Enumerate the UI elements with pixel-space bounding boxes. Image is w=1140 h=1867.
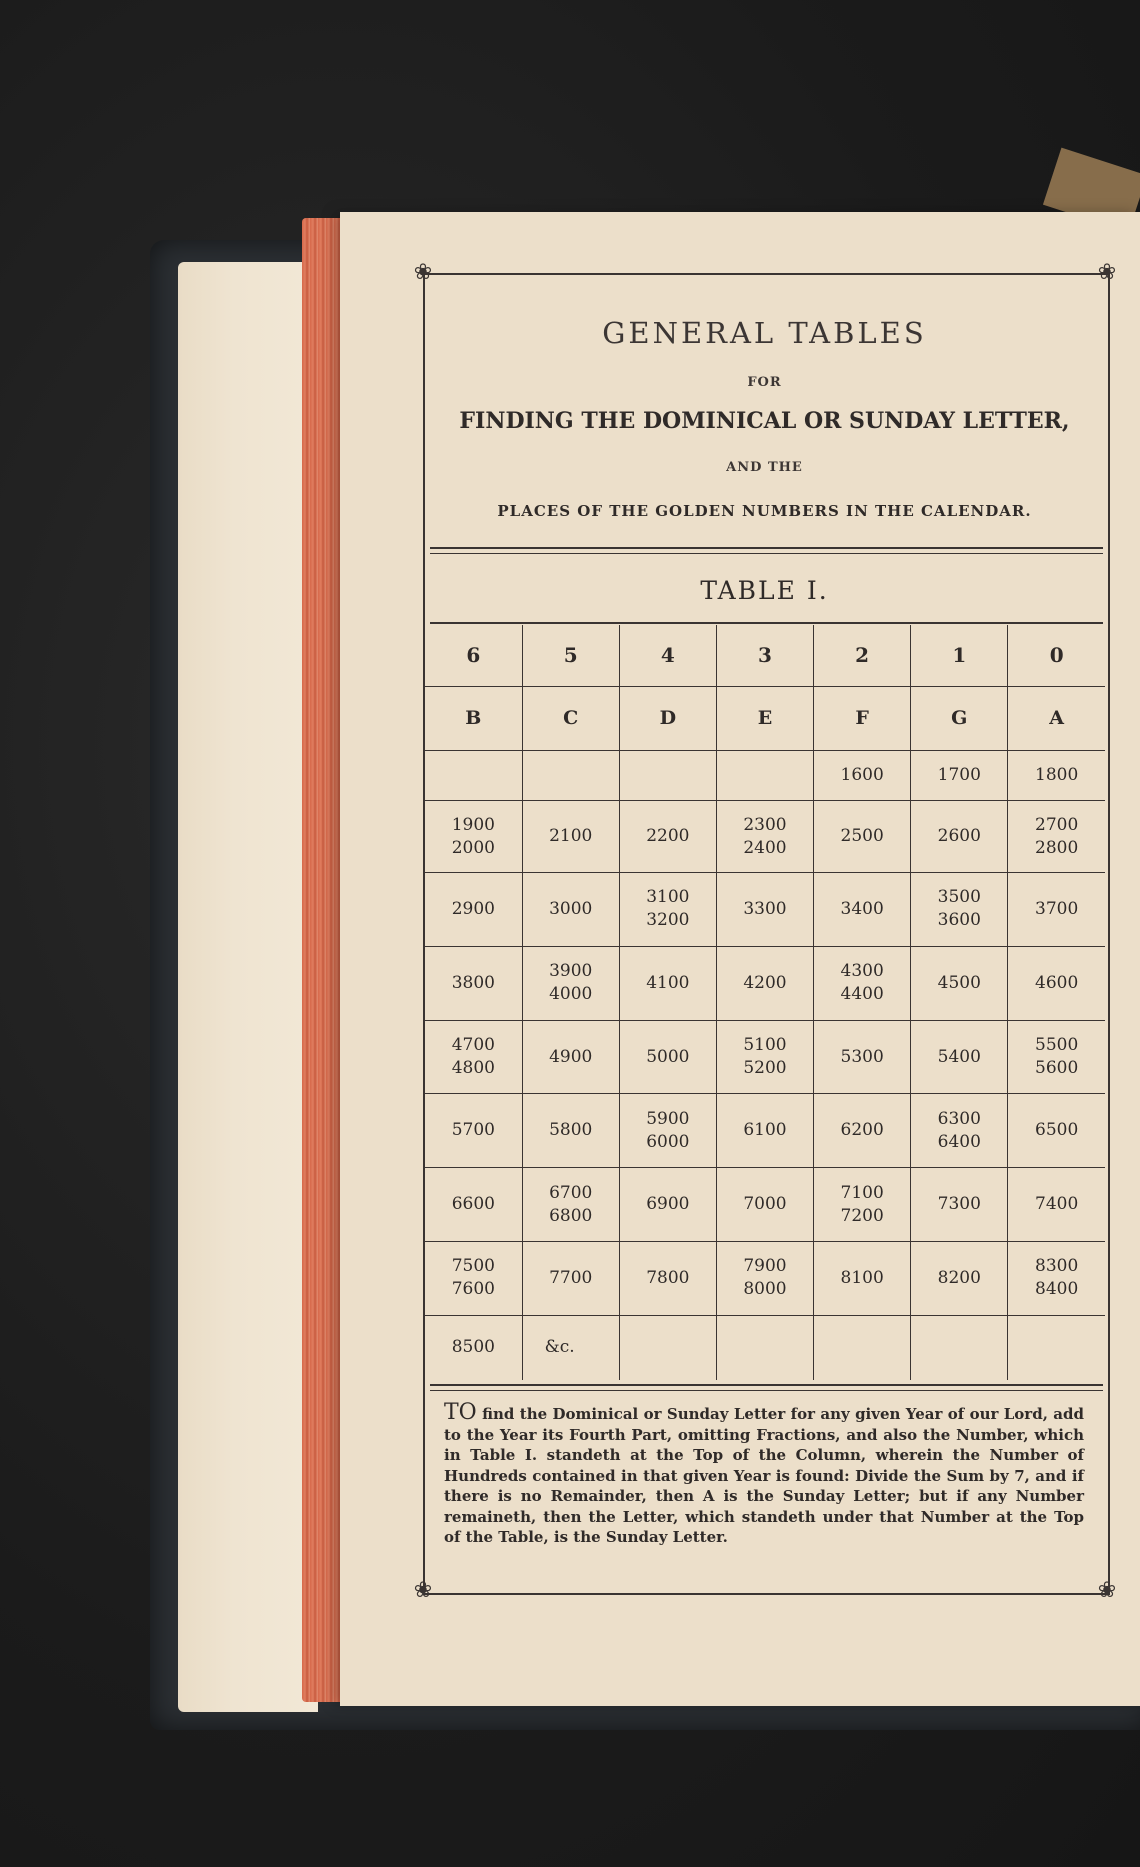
table-cell: 4900 (522, 1020, 619, 1094)
table-cell: 2700 2800 (1008, 801, 1105, 873)
page-title: GENERAL TABLES (602, 316, 927, 350)
table-row (425, 801, 1105, 873)
table-cell: 6900 (619, 1168, 716, 1242)
table-row (425, 873, 1105, 947)
table-cell: 6 (466, 643, 481, 668)
table-cell: 7500 7600 (451, 1256, 495, 1300)
table-cell: 2600 (911, 801, 1008, 873)
knot-ornament-icon: ❀ (413, 1578, 433, 1603)
table-cell: 7400 (1008, 1168, 1105, 1242)
table-row (425, 1020, 1105, 1094)
table-cell: 4600 (1008, 946, 1105, 1020)
table-cell: 2500 (814, 801, 911, 873)
table-row (425, 1094, 1105, 1168)
table-cell: G (911, 687, 1008, 751)
table-cell: 6300 6400 (911, 1094, 1008, 1168)
table-cell (1008, 1315, 1105, 1380)
header-row-letters (425, 687, 1105, 751)
table-cell: 7800 (619, 1242, 716, 1316)
header-row-numbers (425, 625, 1105, 687)
table-cell (425, 750, 522, 801)
table-cell: 7100 7200 (814, 1168, 911, 1242)
table-cell (619, 1315, 716, 1380)
table-cell: 8200 (911, 1242, 1008, 1316)
table-cell: 5400 (911, 1020, 1008, 1094)
table-cell: 4700 4800 (451, 1035, 495, 1079)
table-cell: 5300 (814, 1020, 911, 1094)
table-cell: 3900 4000 (522, 946, 619, 1020)
table-cell: 5800 (522, 1094, 619, 1168)
table-cell: 3300 (716, 873, 813, 947)
page-stack-edge (178, 262, 318, 1712)
knot-ornament-icon: ❀ (1097, 1578, 1117, 1603)
table-cell (911, 1315, 1008, 1380)
divider-rule (430, 1390, 1103, 1391)
table-top-rule (430, 622, 1103, 624)
instructions-dropcap: TO (444, 1400, 477, 1425)
table-cell: 1600 (814, 750, 911, 801)
table-cell: 5000 (619, 1020, 716, 1094)
table-cell: 1 (911, 625, 1008, 687)
divider-rule (430, 553, 1103, 554)
table-cell: 1800 (1008, 750, 1105, 801)
table-cell: 3 (716, 625, 813, 687)
table-cell: 2200 (619, 801, 716, 873)
table-cell: 3000 (522, 873, 619, 947)
table-cell: 5500 5600 (1008, 1020, 1105, 1094)
heading-for: FOR (747, 375, 782, 390)
table-cell (716, 750, 813, 801)
table-cell: 2300 2400 (716, 801, 813, 873)
table-cell: A (1008, 687, 1105, 751)
table-cell: 5100 5200 (716, 1020, 813, 1094)
table-row (425, 1315, 1105, 1380)
table-cell: 3800 (451, 972, 495, 993)
table-cell: 5 (522, 625, 619, 687)
table-cell: 4500 (911, 946, 1008, 1020)
table-cell: B (465, 706, 482, 729)
table-cell: 8500 (451, 1337, 495, 1358)
table-cell: 6200 (814, 1094, 911, 1168)
table-cell (619, 750, 716, 801)
table-cell: C (522, 687, 619, 751)
table-title: TABLE I. (700, 576, 829, 605)
table-cell: 0 (1008, 625, 1105, 687)
table-cell: 8300 8400 (1008, 1242, 1105, 1316)
heading-and-the: AND THE (726, 460, 803, 475)
table-cell: 4300 4400 (814, 946, 911, 1020)
table-row (425, 1168, 1105, 1242)
table-cell: 7300 (911, 1168, 1008, 1242)
table-cell: 3500 3600 (911, 873, 1008, 947)
table-cell: 7700 (522, 1242, 619, 1316)
divider-rule (430, 547, 1103, 549)
table-cell: 3700 (1008, 873, 1105, 947)
table-cell: 6600 (451, 1194, 495, 1215)
table-cell: 7900 8000 (716, 1242, 813, 1316)
table-cell: 5700 (451, 1120, 495, 1141)
table-row (425, 1242, 1105, 1316)
table-cell: 6700 6800 (522, 1168, 619, 1242)
table-cell: 5900 6000 (619, 1094, 716, 1168)
table-cell: 4100 (619, 946, 716, 1020)
table-cell: 2100 (522, 801, 619, 873)
page-subtitle: FINDING THE DOMINICAL OR SUNDAY LETTER, (459, 408, 1070, 434)
table-cell: 3400 (814, 873, 911, 947)
table-cell (522, 750, 619, 801)
table-cell: 4200 (716, 946, 813, 1020)
table-cell: E (716, 687, 813, 751)
table-cell: 3100 3200 (619, 873, 716, 947)
knot-ornament-icon: ❀ (1097, 260, 1117, 285)
table-cell: F (814, 687, 911, 751)
table-cell (814, 1315, 911, 1380)
table-cell: 1700 (911, 750, 1008, 801)
table-cell: 1900 2000 (451, 814, 495, 858)
table-cell (716, 1315, 813, 1380)
table-row (425, 750, 1105, 801)
table-cell: 2900 (451, 898, 495, 919)
table-cell: D (619, 687, 716, 751)
table-cell: 8100 (814, 1242, 911, 1316)
instructions-paragraph (444, 1400, 1084, 1548)
page-subtitle-2: PLACES OF THE GOLDEN NUMBERS IN THE CALENDAR. (497, 502, 1032, 520)
table-cell: 7000 (716, 1168, 813, 1242)
table-cell: 4 (619, 625, 716, 687)
table-cell: 6500 (1008, 1094, 1105, 1168)
divider-rule (430, 1384, 1103, 1386)
instructions-text: find the Dominical or Sunday Letter for any given Year of our Lord, add to the Year its Fourth Part, omitting Fractions, and also the Number, which in Table I. standeth at the Top of the Column, wherein the Number of Hundreds contained in that given Year is found: Divide the Sum by 7, and if there is no Remainder, then A is the Sunday Letter; but if any Number remaineth, then the Letter, which standeth under that Number at the Top of the Table, is the Sunday Letter. (444, 1405, 1084, 1546)
knot-ornament-icon: ❀ (413, 260, 433, 285)
dominical-table (425, 625, 1105, 1380)
table-row (425, 946, 1105, 1020)
table-cell: &c. (522, 1315, 619, 1380)
table-cell: 2 (814, 625, 911, 687)
table-cell: 6100 (716, 1094, 813, 1168)
